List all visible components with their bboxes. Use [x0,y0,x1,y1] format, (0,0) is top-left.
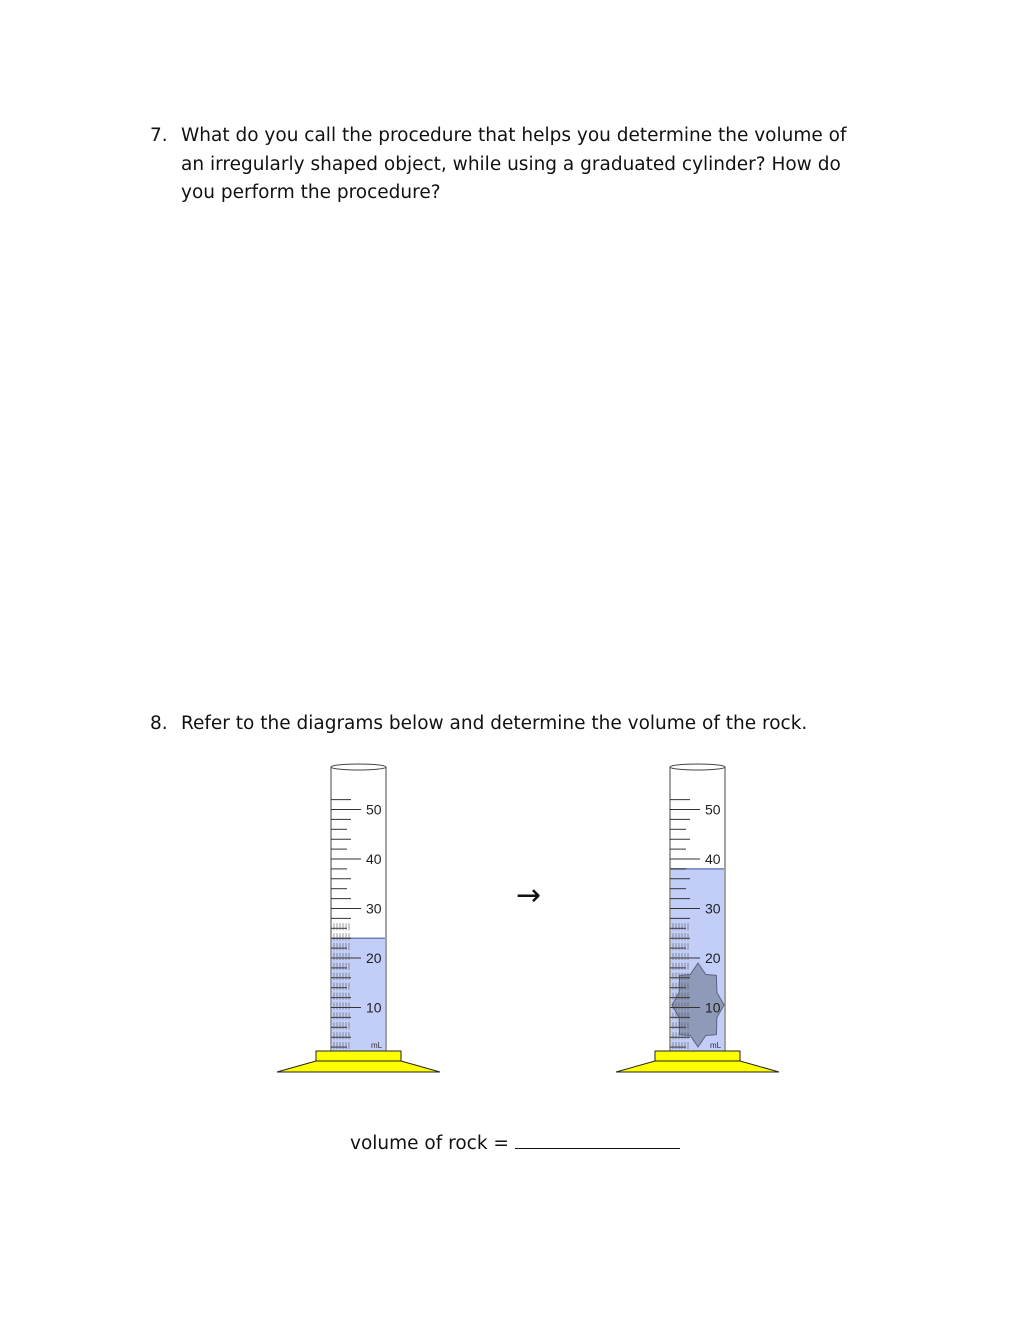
answer-label: volume of rock = [350,1133,515,1154]
cylinder-rim [670,764,725,770]
graduated-cylinder-before [270,755,450,1080]
cylinder-rim [331,764,386,770]
question-text [181,122,870,208]
scale-label: 30 [705,900,721,917]
scale-label: 40 [705,851,721,867]
cylinder-base-block [655,1051,740,1061]
question-8 [150,710,870,739]
unit-label: mL [371,1041,383,1050]
question-line: What do you call the procedure that helps you determine the volume of [181,125,847,146]
scale-label: 20 [705,950,721,966]
question-line: Refer to the diagrams below and determine the volume of the rock. [181,713,808,734]
scale-label: 30 [366,900,382,917]
cylinder-base-plate [616,1061,779,1072]
cylinder-base-plate [277,1061,440,1072]
graduated-cylinder-after [609,755,789,1080]
question-number: 7. [150,125,168,146]
scale-label: 10 [366,999,382,1016]
unit-label: mL [710,1041,722,1050]
scale-label: 20 [366,950,382,966]
answer-line [350,1130,680,1158]
question-line: an irregularly shaped object, while using a graduated cylinder? How do [181,153,841,175]
scale-label: 50 [366,801,382,818]
cylinder-base-block [316,1051,401,1061]
arrow-icon: → [516,878,542,913]
answer-blank[interactable] [515,1130,680,1149]
question-text [181,710,870,739]
question-line: you perform the procedure? [181,182,441,203]
question-7 [150,122,870,208]
scale-label: 10 [705,999,721,1016]
question-number: 8. [150,713,168,734]
scale-label: 50 [705,801,721,818]
scale-label: 40 [366,851,382,867]
